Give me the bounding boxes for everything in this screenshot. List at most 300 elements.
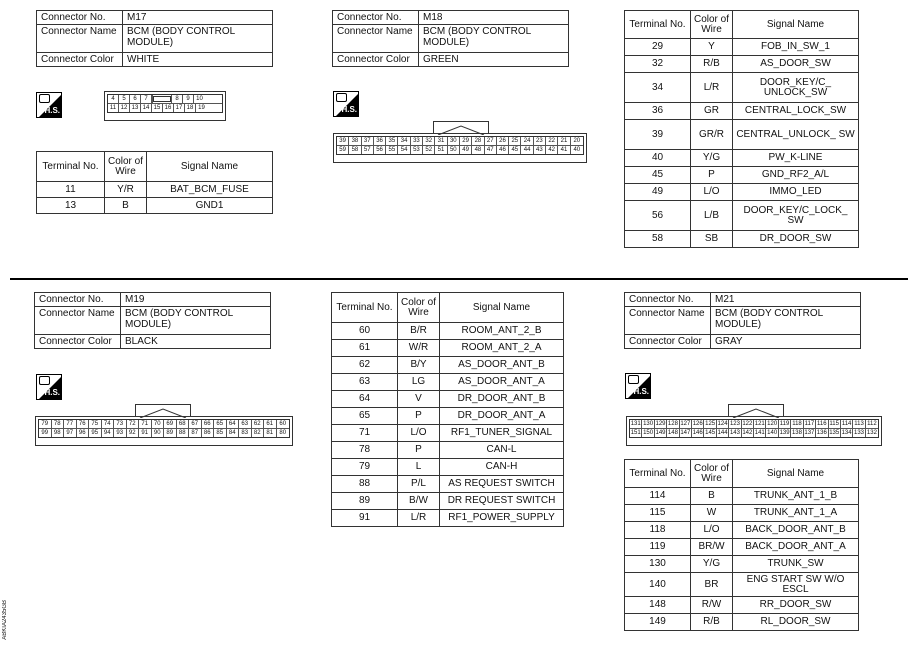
pin-cell: 51 bbox=[435, 146, 447, 154]
pin-cell: 89 bbox=[164, 429, 177, 437]
wire-color-cell: Y/R bbox=[105, 182, 147, 198]
pin-cell: 11 bbox=[108, 104, 119, 112]
terminal-row bbox=[332, 442, 564, 459]
pin-cell: 58 bbox=[349, 146, 361, 154]
wire-color-cell: B/R bbox=[398, 323, 440, 340]
pin-cell: 67 bbox=[189, 420, 202, 428]
terminal-no-cell: 61 bbox=[332, 340, 398, 357]
terminal-row bbox=[625, 614, 859, 631]
wire-color-cell: B bbox=[691, 488, 733, 505]
harness-side-label: H.S. bbox=[44, 388, 60, 397]
terminal-no-cell: 34 bbox=[625, 73, 691, 103]
pin-cell: 36 bbox=[374, 137, 386, 145]
terminal-no-cell: 78 bbox=[332, 442, 398, 459]
pin-cell: 118 bbox=[792, 421, 802, 427]
terminal-row bbox=[37, 198, 273, 214]
signal-name-cell: ROOM_ANT_2_B bbox=[440, 323, 564, 340]
pin-cell: 99 bbox=[39, 429, 52, 437]
terminal-row bbox=[332, 340, 564, 357]
signal-name-cell: BAT_BCM_FUSE bbox=[147, 182, 273, 198]
pin-cell: 120 bbox=[767, 421, 778, 427]
pin-cell: 16 bbox=[163, 104, 174, 112]
terminal-no-cell: 130 bbox=[625, 556, 691, 573]
m21-terminal-table bbox=[624, 459, 859, 631]
pin-cell: 24 bbox=[521, 137, 533, 145]
pin-cell: 56 bbox=[374, 146, 386, 154]
pin-cell: 140 bbox=[767, 430, 778, 436]
wire-color-cell: B/W bbox=[398, 493, 440, 510]
pin-cell: 40 bbox=[573, 147, 581, 153]
terminal-no-cell: 49 bbox=[625, 184, 691, 201]
terminal-row bbox=[332, 408, 564, 425]
pin-cell: 119 bbox=[779, 421, 790, 427]
wire-color-cell: V bbox=[398, 391, 440, 408]
wire-color-cell: L/O bbox=[398, 425, 440, 442]
connector-no-label: Connector No. bbox=[35, 293, 121, 307]
pin-cell: 136 bbox=[816, 430, 827, 436]
terminal-row bbox=[625, 573, 859, 597]
wire-color-header: Color of Wire bbox=[691, 11, 733, 39]
m19-terminal-table bbox=[331, 292, 564, 527]
wire-color-cell: SB bbox=[691, 231, 733, 248]
terminal-no-cell: 149 bbox=[625, 614, 691, 631]
pin-cell: 83 bbox=[239, 429, 252, 437]
terminal-no-header: Terminal No. bbox=[625, 460, 691, 488]
terminal-no-cell: 64 bbox=[332, 391, 398, 408]
m18-connector-info-table bbox=[332, 10, 569, 67]
signal-name-header: Signal Name bbox=[440, 293, 564, 323]
wire-color-header: Color of Wire bbox=[691, 460, 733, 488]
pin-cell: 139 bbox=[779, 430, 790, 436]
pin-cell: 73 bbox=[114, 420, 127, 428]
terminal-no-cell: 32 bbox=[625, 56, 691, 73]
pin-cell: 38 bbox=[349, 137, 361, 145]
pin-cell: 131 bbox=[630, 421, 641, 427]
pin-cell: 84 bbox=[227, 429, 240, 437]
harness-side-icon bbox=[36, 92, 62, 118]
pin-cell: 138 bbox=[791, 430, 802, 436]
pin-cell: 71 bbox=[139, 420, 152, 428]
m17-connector-info-table bbox=[36, 10, 273, 67]
pin-cell: 70 bbox=[152, 420, 165, 428]
signal-name-cell: TRUNK_ANT_1_B bbox=[733, 488, 859, 505]
pin-cell: 130 bbox=[643, 421, 654, 427]
pin-cell: 144 bbox=[717, 430, 728, 436]
pin-cell: 29 bbox=[460, 137, 472, 145]
signal-name-cell: GND1 bbox=[147, 198, 273, 214]
terminal-row bbox=[625, 505, 859, 522]
pin-cell: 41 bbox=[558, 146, 570, 154]
pin-cell: 145 bbox=[705, 430, 716, 436]
terminal-row bbox=[625, 597, 859, 614]
terminal-no-cell: 58 bbox=[625, 231, 691, 248]
signal-name-header: Signal Name bbox=[733, 460, 859, 488]
wire-color-cell: W bbox=[691, 505, 733, 522]
pin-cell: 20 bbox=[573, 138, 581, 144]
signal-name-cell: PW_K-LINE bbox=[733, 150, 859, 167]
m17-connector-face bbox=[104, 91, 226, 121]
terminal-no-header: Terminal No. bbox=[332, 293, 398, 323]
signal-name-cell: IMMO_LED bbox=[733, 184, 859, 201]
pin-cell: 150 bbox=[643, 430, 654, 436]
wire-color-cell: L/R bbox=[691, 73, 733, 103]
terminal-no-cell: 79 bbox=[332, 459, 398, 476]
pin-row bbox=[108, 95, 222, 104]
harness-side-icon bbox=[333, 91, 359, 117]
pin-cell: 92 bbox=[127, 429, 140, 437]
m18-connector-latch bbox=[433, 121, 489, 133]
signal-name-cell: RL_DOOR_SW bbox=[733, 614, 859, 631]
pin-cell: 98 bbox=[52, 429, 65, 437]
signal-name-cell: DR_DOOR_SW bbox=[733, 231, 859, 248]
terminal-row bbox=[625, 167, 859, 184]
terminal-row bbox=[625, 56, 859, 73]
pin-cell: 126 bbox=[692, 421, 703, 427]
pin-cell: 116 bbox=[817, 421, 827, 427]
pin-cell: 60 bbox=[279, 421, 287, 427]
harness-side-label: H.S. bbox=[633, 387, 649, 396]
terminal-row bbox=[332, 323, 564, 340]
connector-no-label: Connector No. bbox=[333, 11, 419, 25]
pin-cell: 122 bbox=[742, 421, 753, 427]
terminal-no-cell: 36 bbox=[625, 103, 691, 120]
wire-color-cell: Y bbox=[691, 39, 733, 56]
signal-name-cell: AS_DOOR_ANT_A bbox=[440, 374, 564, 391]
pin-cell: 44 bbox=[521, 146, 533, 154]
signal-name-cell: CENTRAL_LOCK_SW bbox=[733, 103, 859, 120]
pin-cell: 124 bbox=[717, 421, 728, 427]
terminal-row bbox=[625, 103, 859, 120]
terminal-row bbox=[625, 556, 859, 573]
pin-cell: 75 bbox=[89, 420, 102, 428]
terminal-no-cell: 40 bbox=[625, 150, 691, 167]
terminal-row bbox=[332, 459, 564, 476]
pin-cell: 49 bbox=[460, 146, 472, 154]
wire-color-cell: L bbox=[398, 459, 440, 476]
connector-color-value: WHITE bbox=[123, 53, 273, 67]
terminal-row bbox=[332, 425, 564, 442]
harness-side-label: H.S. bbox=[341, 105, 357, 114]
pin-cell: 52 bbox=[423, 146, 435, 154]
pin-cell: 25 bbox=[509, 137, 521, 145]
pin-cell: 128 bbox=[667, 421, 678, 427]
pin-cell: 133 bbox=[854, 430, 865, 436]
pin-row bbox=[39, 429, 289, 437]
connector-no-label: Connector No. bbox=[625, 293, 711, 307]
m18-terminal-table bbox=[624, 10, 859, 248]
pin-cell: 137 bbox=[804, 430, 815, 436]
terminal-row bbox=[332, 391, 564, 408]
signal-name-cell: GND_RF2_A/L bbox=[733, 167, 859, 184]
terminal-no-cell: 60 bbox=[332, 323, 398, 340]
pin-cell: 143 bbox=[729, 430, 740, 436]
pin-cell: 10 bbox=[196, 96, 203, 102]
pin-cell: 72 bbox=[127, 420, 140, 428]
pin-row bbox=[337, 146, 583, 154]
pin-cell: 142 bbox=[742, 430, 753, 436]
terminal-no-cell: 119 bbox=[625, 539, 691, 556]
pin-cell: 85 bbox=[214, 429, 227, 437]
pin-cell: 12 bbox=[119, 104, 130, 112]
terminal-row bbox=[332, 510, 564, 527]
connector-no-value: M21 bbox=[711, 293, 861, 307]
terminal-no-cell: 148 bbox=[625, 597, 691, 614]
connector-color-value: GREEN bbox=[419, 53, 569, 67]
wire-color-cell: L/O bbox=[691, 184, 733, 201]
pin-cell: 13 bbox=[130, 104, 141, 112]
section-divider bbox=[10, 278, 908, 280]
terminal-no-cell: 89 bbox=[332, 493, 398, 510]
m21-connector-latch bbox=[728, 404, 784, 416]
connector-name-value: BCM (BODY CONTROL MODULE) bbox=[419, 25, 569, 53]
terminal-no-cell: 140 bbox=[625, 573, 691, 597]
m19-connector-face bbox=[35, 416, 293, 446]
pin-cell: 74 bbox=[102, 420, 115, 428]
signal-name-cell: DR_DOOR_ANT_A bbox=[440, 408, 564, 425]
m19-connector-info-table bbox=[34, 292, 271, 349]
pin-cell: 31 bbox=[435, 137, 447, 145]
terminal-no-cell: 62 bbox=[332, 357, 398, 374]
wire-color-cell: R/B bbox=[691, 56, 733, 73]
pin-cell: 68 bbox=[177, 420, 190, 428]
pin-cell: 54 bbox=[398, 146, 410, 154]
terminal-no-cell: 114 bbox=[625, 488, 691, 505]
connector-color-label: Connector Color bbox=[625, 335, 711, 349]
terminal-row bbox=[332, 493, 564, 510]
signal-name-cell: AS REQUEST SWITCH bbox=[440, 476, 564, 493]
pin-cell: 53 bbox=[411, 146, 423, 154]
terminal-no-cell: 118 bbox=[625, 522, 691, 539]
pin-cell: 129 bbox=[655, 421, 666, 427]
connector-name-label: Connector Name bbox=[625, 307, 711, 335]
pin-cell: 66 bbox=[202, 420, 215, 428]
pin-cell: 112 bbox=[867, 421, 877, 427]
pin-cell: 34 bbox=[398, 137, 410, 145]
wire-color-cell: P bbox=[691, 167, 733, 184]
signal-name-cell: RR_DOOR_SW bbox=[733, 597, 859, 614]
wire-color-cell: GR/R bbox=[691, 120, 733, 150]
signal-name-cell: ROOM_ANT_2_A bbox=[440, 340, 564, 357]
pin-cell: 97 bbox=[64, 429, 77, 437]
pin-cell: 9 bbox=[183, 95, 194, 103]
pin-cell: 50 bbox=[448, 146, 460, 154]
pin-cell: 17 bbox=[174, 104, 185, 112]
wire-color-header: Color of Wire bbox=[398, 293, 440, 323]
m18-connector-face bbox=[333, 133, 587, 163]
pin-cell: 7 bbox=[141, 95, 152, 103]
terminal-no-cell: 91 bbox=[332, 510, 398, 527]
wire-color-cell: L/B bbox=[691, 201, 733, 231]
pin-cell: 48 bbox=[472, 146, 484, 154]
pin-cell: 149 bbox=[655, 430, 666, 436]
connector-name-label: Connector Name bbox=[333, 25, 419, 53]
pin-cell: 26 bbox=[497, 137, 509, 145]
pin-cell: 96 bbox=[77, 429, 90, 437]
wire-color-cell: R/W bbox=[691, 597, 733, 614]
terminal-no-header: Terminal No. bbox=[625, 11, 691, 39]
connector-color-label: Connector Color bbox=[35, 335, 121, 349]
pin-cell: 69 bbox=[164, 420, 177, 428]
terminal-row bbox=[625, 120, 859, 150]
pin-cell: 35 bbox=[386, 137, 398, 145]
connector-name-label: Connector Name bbox=[35, 307, 121, 335]
wire-color-cell: B/Y bbox=[398, 357, 440, 374]
terminal-no-cell: 39 bbox=[625, 120, 691, 150]
wire-color-cell: P/L bbox=[398, 476, 440, 493]
pin-cell: 37 bbox=[362, 137, 374, 145]
wire-color-header: Color of Wire bbox=[105, 152, 147, 182]
pin-row bbox=[630, 429, 878, 437]
terminal-row bbox=[625, 522, 859, 539]
terminal-row bbox=[625, 231, 859, 248]
pin-cell: 123 bbox=[729, 421, 740, 427]
pin-cell: 86 bbox=[202, 429, 215, 437]
wire-color-cell: Y/G bbox=[691, 150, 733, 167]
pin-cell: 55 bbox=[386, 146, 398, 154]
wire-color-cell: GR bbox=[691, 103, 733, 120]
pin-cell: 21 bbox=[558, 137, 570, 145]
harness-side-label: H.S. bbox=[44, 106, 60, 115]
wire-color-cell: LG bbox=[398, 374, 440, 391]
wire-color-cell: P bbox=[398, 408, 440, 425]
terminal-row bbox=[332, 357, 564, 374]
pin-cell: 47 bbox=[485, 146, 497, 154]
pin-cell: 87 bbox=[189, 429, 202, 437]
terminal-no-cell: 56 bbox=[625, 201, 691, 231]
connector-color-value: GRAY bbox=[711, 335, 861, 349]
signal-name-cell: AS_DOOR_ANT_B bbox=[440, 357, 564, 374]
m19-connector-latch bbox=[135, 404, 191, 416]
terminal-no-cell: 45 bbox=[625, 167, 691, 184]
pin-cell bbox=[152, 95, 172, 103]
pin-cell: 15 bbox=[152, 104, 163, 112]
signal-name-cell: CENTRAL_UNLOCK_ SW bbox=[733, 120, 859, 150]
pin-cell: 76 bbox=[77, 420, 90, 428]
signal-name-cell: ENG START SW W/O ESCL bbox=[733, 573, 859, 597]
harness-side-icon bbox=[36, 374, 62, 400]
pin-cell: 78 bbox=[52, 420, 65, 428]
pin-cell: 46 bbox=[497, 146, 509, 154]
pin-cell: 30 bbox=[448, 137, 460, 145]
terminal-row bbox=[625, 73, 859, 103]
pin-cell: 23 bbox=[534, 137, 546, 145]
terminal-row bbox=[332, 374, 564, 391]
pin-cell: 18 bbox=[185, 104, 196, 112]
signal-name-cell: TRUNK_ANT_1_A bbox=[733, 505, 859, 522]
pin-row bbox=[630, 420, 878, 429]
pin-cell: 114 bbox=[841, 421, 852, 427]
terminal-no-cell: 115 bbox=[625, 505, 691, 522]
pin-cell: 95 bbox=[89, 429, 102, 437]
pin-cell: 146 bbox=[692, 430, 703, 436]
pin-cell: 113 bbox=[854, 421, 864, 427]
signal-name-cell: AS_DOOR_SW bbox=[733, 56, 859, 73]
signal-name-cell: BACK_DOOR_ANT_A bbox=[733, 539, 859, 556]
terminal-row bbox=[332, 476, 564, 493]
pin-row bbox=[108, 104, 222, 112]
pin-cell: 4 bbox=[108, 95, 119, 103]
signal-name-header: Signal Name bbox=[147, 152, 273, 182]
pin-cell: 59 bbox=[337, 146, 349, 154]
pin-cell: 132 bbox=[866, 430, 877, 436]
pin-cell: 5 bbox=[119, 95, 130, 103]
signal-name-cell: CAN-L bbox=[440, 442, 564, 459]
pin-cell: 93 bbox=[114, 429, 127, 437]
pin-cell: 19 bbox=[198, 105, 205, 111]
terminal-no-header: Terminal No. bbox=[37, 152, 105, 182]
signal-name-cell: DOOR_KEY/C_ UNLOCK_SW bbox=[733, 73, 859, 103]
signal-name-cell: RF1_TUNER_SIGNAL bbox=[440, 425, 564, 442]
pin-cell: 22 bbox=[546, 137, 558, 145]
pin-row bbox=[39, 420, 289, 429]
terminal-no-cell: 63 bbox=[332, 374, 398, 391]
harness-side-icon bbox=[625, 373, 651, 399]
terminal-no-cell: 65 bbox=[332, 408, 398, 425]
terminal-row bbox=[625, 201, 859, 231]
wire-color-cell: Y/G bbox=[691, 556, 733, 573]
wire-color-cell: L/R bbox=[398, 510, 440, 527]
wire-color-cell: L/O bbox=[691, 522, 733, 539]
pin-cell: 82 bbox=[252, 429, 265, 437]
connector-color-value: BLACK bbox=[121, 335, 271, 349]
signal-name-cell: BACK_DOOR_ANT_B bbox=[733, 522, 859, 539]
pin-cell: 81 bbox=[264, 429, 277, 437]
terminal-row bbox=[625, 488, 859, 505]
connector-name-label: Connector Name bbox=[37, 25, 123, 53]
pin-cell: 57 bbox=[362, 146, 374, 154]
figure-id: ABKIA2435GB bbox=[2, 600, 8, 640]
pin-cell: 147 bbox=[680, 430, 691, 436]
connector-no-value: M18 bbox=[419, 11, 569, 25]
connector-no-value: M17 bbox=[123, 11, 273, 25]
m17-terminal-table bbox=[36, 151, 273, 214]
pin-cell: 62 bbox=[252, 420, 265, 428]
pin-cell: 141 bbox=[754, 430, 765, 436]
pin-cell: 121 bbox=[754, 421, 765, 427]
pin-cell: 125 bbox=[705, 421, 716, 427]
terminal-no-cell: 29 bbox=[625, 39, 691, 56]
wire-color-cell: P bbox=[398, 442, 440, 459]
signal-name-cell: DR_DOOR_ANT_B bbox=[440, 391, 564, 408]
pin-cell: 39 bbox=[337, 137, 349, 145]
m21-connector-face bbox=[626, 416, 882, 446]
pin-cell: 28 bbox=[472, 137, 484, 145]
signal-name-cell: DR REQUEST SWITCH bbox=[440, 493, 564, 510]
terminal-no-cell: 11 bbox=[37, 182, 105, 198]
terminal-row bbox=[625, 150, 859, 167]
signal-name-cell: CAN-H bbox=[440, 459, 564, 476]
pin-cell: 77 bbox=[64, 420, 77, 428]
pin-cell: 127 bbox=[680, 421, 691, 427]
pin-cell: 27 bbox=[485, 137, 497, 145]
wire-color-cell: R/B bbox=[691, 614, 733, 631]
signal-name-header: Signal Name bbox=[733, 11, 859, 39]
pin-cell: 135 bbox=[829, 430, 840, 436]
wire-color-cell: W/R bbox=[398, 340, 440, 357]
pin-row bbox=[337, 137, 583, 146]
wire-color-cell: B bbox=[105, 198, 147, 214]
wire-color-cell: BR bbox=[691, 573, 733, 597]
pin-cell: 91 bbox=[139, 429, 152, 437]
terminal-row bbox=[37, 182, 273, 198]
pin-cell: 32 bbox=[423, 137, 435, 145]
connector-no-value: M19 bbox=[121, 293, 271, 307]
terminal-row bbox=[625, 539, 859, 556]
pin-cell: 90 bbox=[152, 429, 165, 437]
terminal-row bbox=[625, 184, 859, 201]
pin-cell: 6 bbox=[130, 95, 141, 103]
terminal-no-cell: 88 bbox=[332, 476, 398, 493]
